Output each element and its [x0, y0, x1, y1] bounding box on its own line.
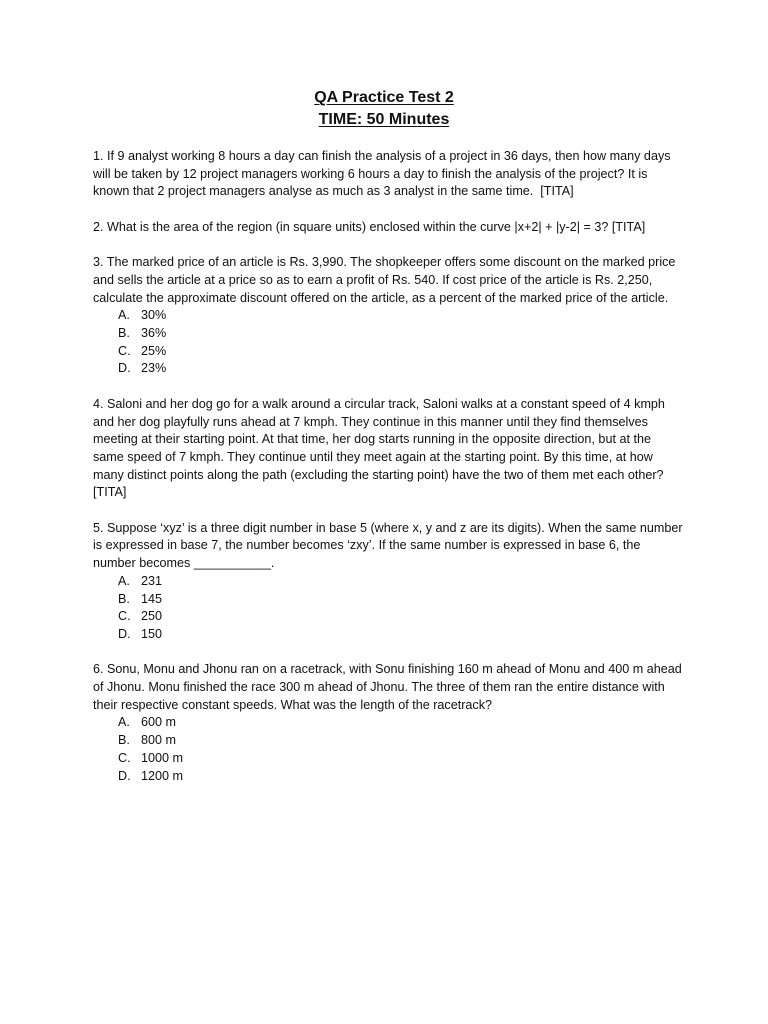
option-text: 250 — [141, 609, 163, 624]
question-4 — [93, 396, 683, 502]
question-text: 5. Suppose ‘xyz’ is a three digit number in base 5 (where x, y and z are its digits). When the same number is expressed in base 7, the number becomes ‘zxy’. If the same number is expressed in base 6, the number becomes ___________. — [93, 520, 687, 571]
option-text: 145 — [141, 591, 163, 606]
option-letter: B. — [118, 326, 130, 340]
option-letter: A. — [118, 308, 130, 323]
question-text: 1. If 9 analyst working 8 hours a day can finish the analysis of a project in 36 days, then how many days will be taken by 12 project managers working 6 hours a day to finish the analysis of the project? It is known that 2 project managers analyse as much as 3 analyst in the same time. [TITA] — [93, 149, 675, 199]
option-letter: C. — [118, 343, 131, 358]
option-list — [93, 714, 683, 785]
question-text: 6. Sonu, Monu and Jhonu ran on a racetrack, with Sonu finishing 160 m ahead of Monu and 400 m ahead of Jhonu. Monu finished the race 300 m ahead of Jhonu. The three of them ran the entire distance with their respective constant speeds. What was the length of the racetrack? — [93, 662, 686, 712]
question-3 — [93, 254, 683, 378]
answer-option — [118, 626, 683, 644]
answer-option — [118, 325, 683, 343]
option-list — [93, 573, 683, 644]
option-text: 150 — [141, 626, 163, 641]
option-letter: B. — [118, 591, 130, 606]
question-text: 2. What is the area of the region (in square units) enclosed within the curve |x+2| + |y-2| = 3? [TITA] — [93, 219, 646, 234]
answer-option — [118, 591, 683, 609]
option-letter: B. — [118, 733, 130, 748]
answer-option — [118, 750, 683, 768]
answer-option — [118, 343, 683, 361]
option-text: 25% — [141, 343, 167, 358]
answer-option — [118, 307, 683, 325]
option-letter: D. — [118, 768, 131, 783]
question-1 — [93, 148, 683, 201]
option-letter: C. — [118, 609, 131, 624]
option-letter: A. — [118, 573, 130, 588]
answer-option — [118, 608, 683, 626]
option-text: 231 — [141, 573, 163, 588]
option-text: 23% — [141, 361, 167, 376]
option-list — [93, 307, 683, 378]
option-text: 600 m — [141, 715, 177, 730]
answer-option — [118, 573, 683, 591]
document-title: QA Practice Test 2 — [314, 89, 454, 106]
answer-option — [118, 768, 683, 786]
option-text: 1000 m — [141, 750, 184, 765]
question-text: 3. The marked price of an article is Rs. 3,990. The shopkeeper offers some discount on the marked price and sells the article at a price so as to earn a profit of Rs. 540. If cost price of the article is Rs. 2,250, calculate the approximate discount offered on the article, as a percent of the marked price of the article. — [93, 255, 679, 305]
question-list — [93, 148, 687, 803]
option-letter: C. — [118, 750, 131, 765]
answer-option — [118, 732, 683, 750]
option-letter: D. — [118, 626, 131, 641]
option-text: 36% — [141, 326, 167, 340]
question-text: 4. Saloni and her dog go for a walk around a circular track, Saloni walks at a constant speed of 4 kmph and her dog playfully runs ahead at 7 kmph. They continue in this manner until they find themselves meeting at their starting point. At that time, her dog starts running in the opposite direction, but at the same speed of 7 kmph. They continue until they meet again at the starting point. By this time, at how many distinct points along the path (excluding the starting point) have the two of them met each other? [TITA] — [93, 396, 671, 500]
question-2 — [93, 219, 683, 237]
option-letter: A. — [118, 715, 130, 730]
answer-option — [118, 714, 683, 732]
option-text: 30% — [141, 308, 167, 323]
question-5 — [93, 520, 687, 644]
option-text: 800 m — [141, 733, 177, 748]
title-block — [0, 87, 768, 131]
answer-option — [118, 360, 683, 378]
time-limit-title: TIME: 50 Minutes — [318, 111, 450, 128]
option-letter: D. — [118, 361, 131, 376]
option-text: 1200 m — [141, 768, 184, 783]
question-6 — [93, 661, 686, 785]
